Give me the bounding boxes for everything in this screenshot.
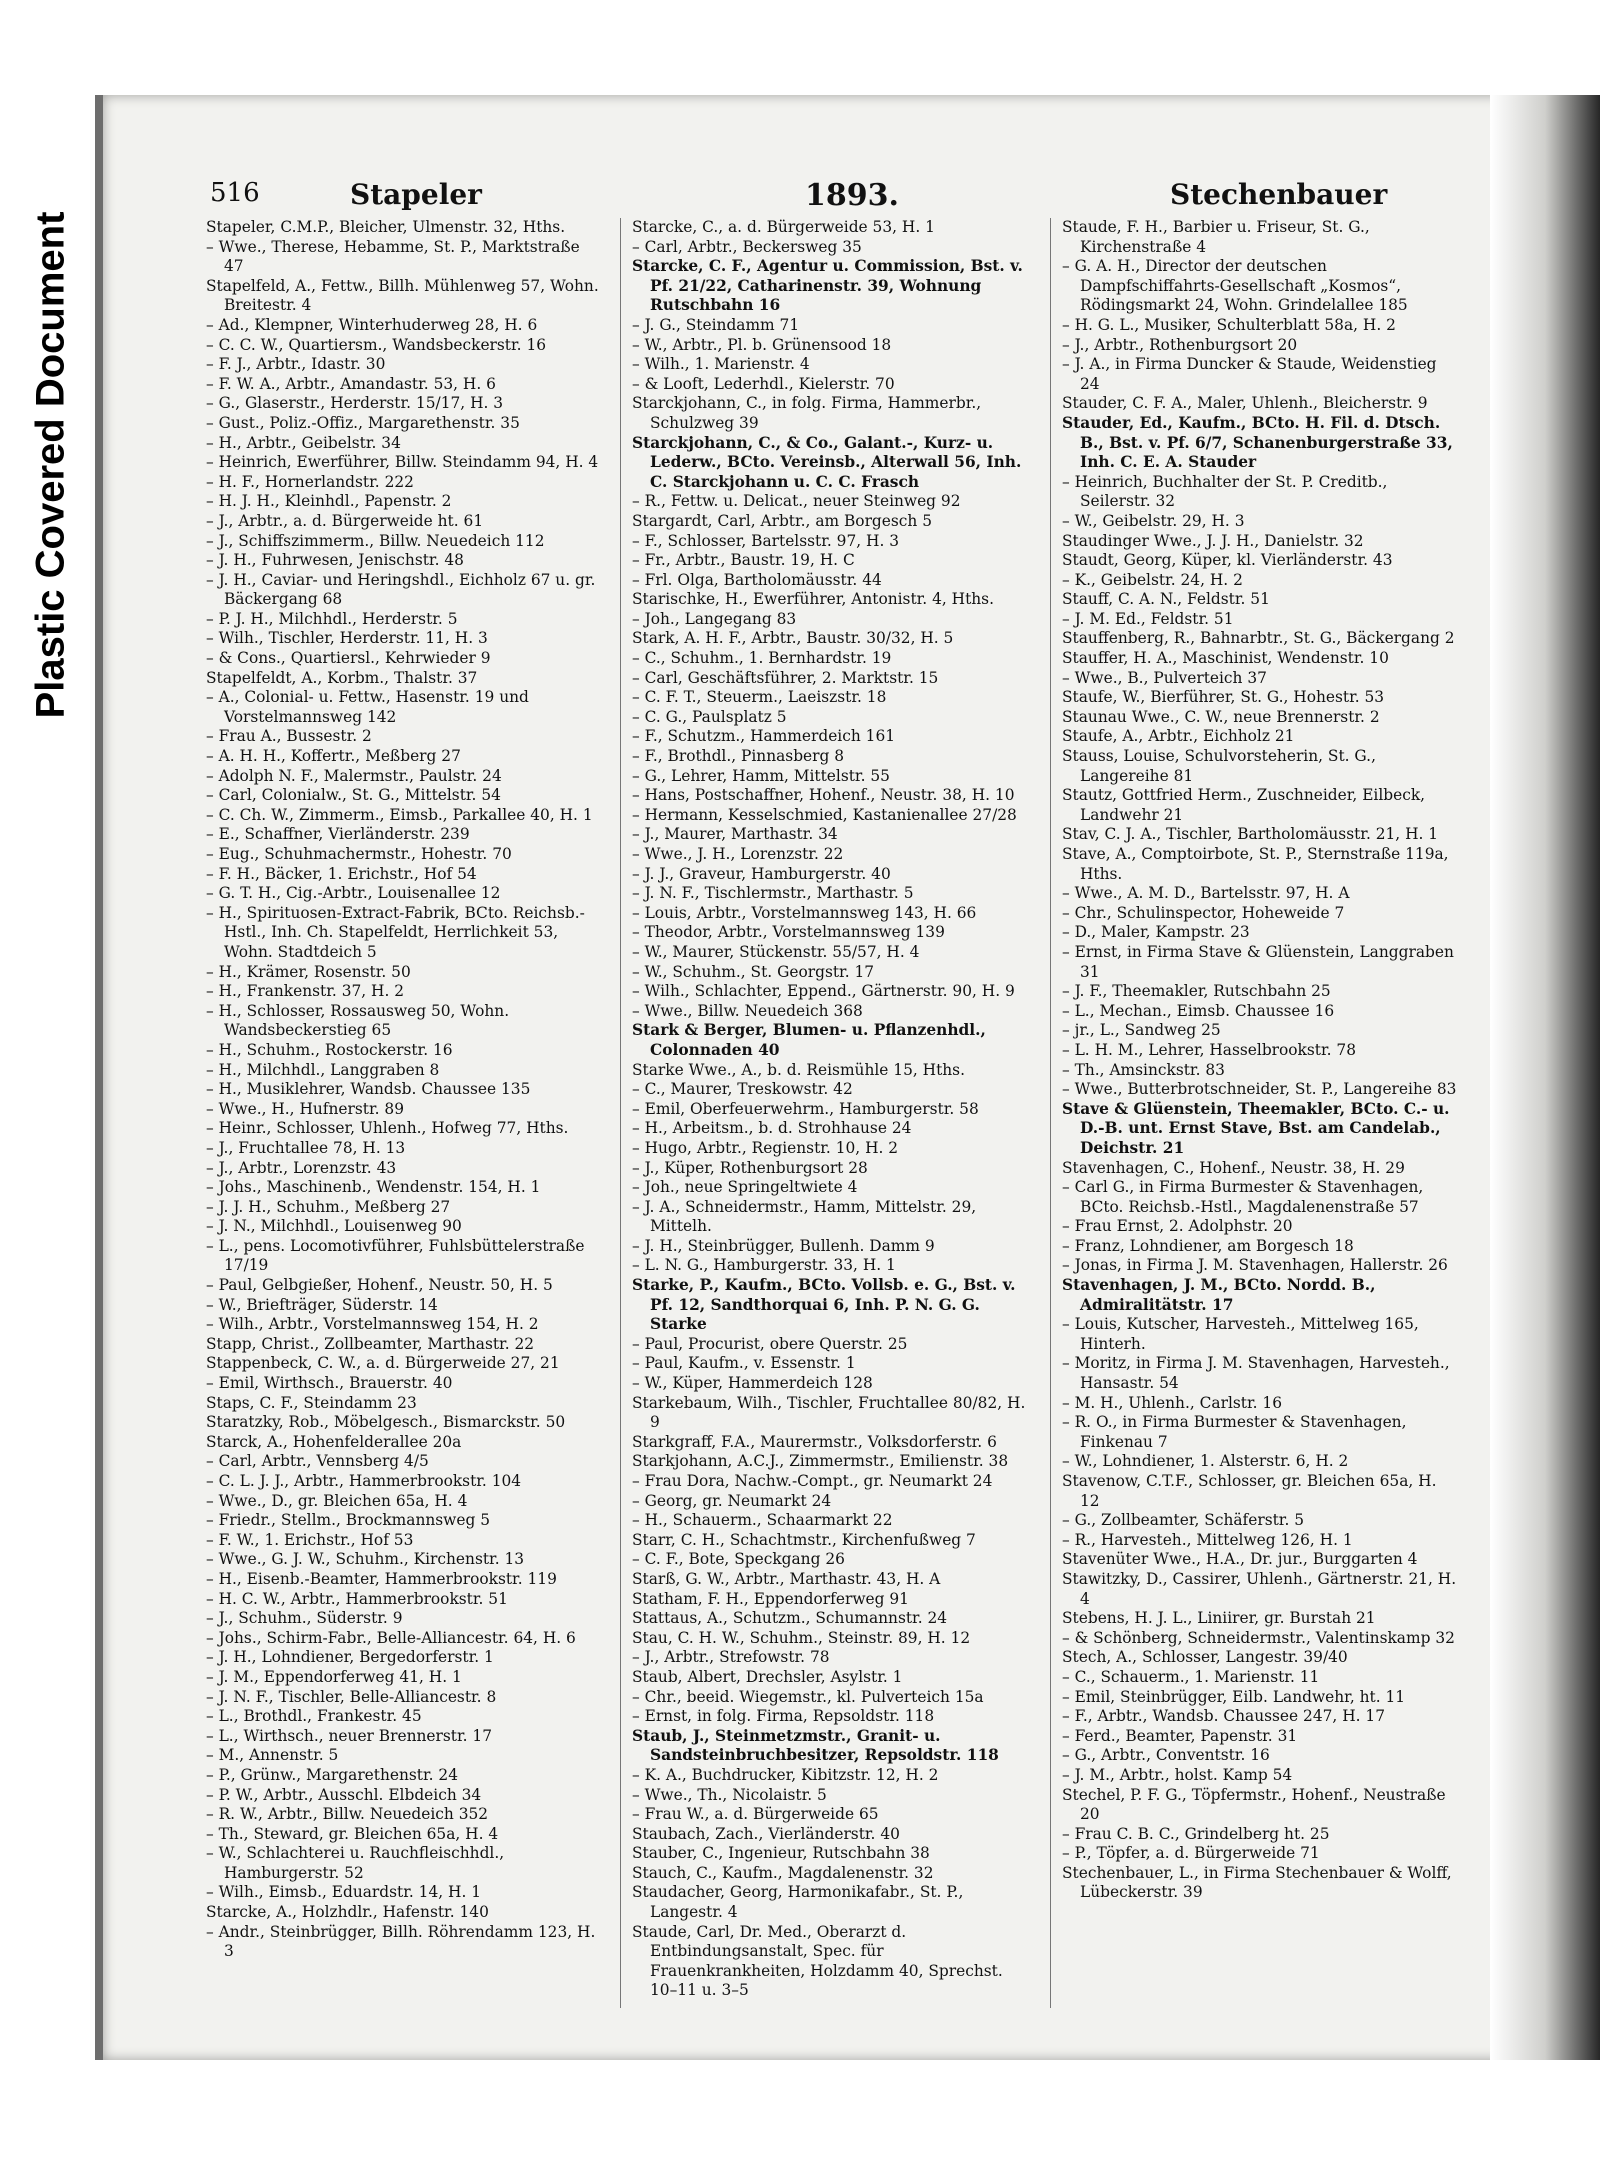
directory-entry: – P. J. H., Milchhdl., Herderstr. 5: [206, 609, 458, 628]
directory-entry: – F. W., 1. Erichstr., Hof 53: [206, 1530, 414, 1549]
directory-entry: – Carl G., in Firma Burmester & Stavenhagen, BCto. Reichsb.-Hstl., Magdalenenstraße 57: [1062, 1178, 1424, 1216]
directory-entry: – L., Mechan., Eimsb. Chaussee 16: [1062, 1001, 1335, 1020]
directory-entry: – Hans, Postschaffner, Hohenf., Neustr. 38, H. 10: [632, 786, 1015, 805]
directory-entry: – Carl, Colonialw., St. G., Mittelstr. 54: [206, 786, 501, 805]
directory-column-2: [632, 218, 1034, 2018]
directory-entry: Stav, C. J. A., Tischler, Bartholomäusstr. 21, H. 1: [1062, 825, 1439, 844]
directory-entry: – R., Fettw. u. Delicat., neuer Steinweg 92: [632, 492, 961, 511]
directory-entry: Stavenow, C.T.F., Schlosser, gr. Bleichen 65a, H. 12: [1062, 1472, 1437, 1510]
directory-entry: Stapeler, C.M.P., Bleicher, Ulmenstr. 32, Hths.: [206, 218, 566, 236]
directory-entry: – Paul, Procurist, obere Querstr. 25: [632, 1334, 908, 1353]
directory-entry: Starckjohann, C., in folg. Firma, Hammerbr., Schulzweg 39: [632, 394, 982, 432]
directory-entry: – H., Schlosser, Rossausweg 50, Wohn. Wandsbeckerstieg 65: [206, 1001, 510, 1040]
directory-entry: – J., Schuhm., Süderstr. 9: [206, 1609, 403, 1628]
directory-entry: – Louis, Kutscher, Harvesteh., Mittelweg 165, Hinterh.: [1062, 1315, 1419, 1353]
directory-entry: – Emil, Wirthsch., Brauerstr. 40: [206, 1374, 453, 1393]
directory-entry: – C., Schuhm., 1. Bernhardstr. 19: [632, 649, 892, 668]
directory-entry: Stavenhagen, C., Hohenf., Neustr. 38, H. 29: [1062, 1158, 1405, 1177]
directory-entry: – Th., Steward, gr. Bleichen 65a, H. 4: [206, 1824, 499, 1843]
directory-entry: – Jonas, in Firma J. M. Stavenhagen, Hallerstr. 26: [1062, 1256, 1448, 1275]
directory-entry: – L., Wirthsch., neuer Brennerstr. 17: [206, 1726, 492, 1745]
directory-entry: Stauch, C., Kaufm., Magdalenenstr. 32: [632, 1863, 934, 1882]
directory-entry: – Heinrich, Ewerführer, Billw. Steindamm 94, H. 4: [206, 453, 599, 472]
directory-entry: – J., Arbtr., Lorenzstr. 43: [206, 1158, 397, 1177]
directory-entry: – H., Milchhdl., Langgraben 8: [206, 1060, 440, 1079]
directory-entry: Stechel, P. F. G., Töpfermstr., Hohenf., Neustraße 20: [1062, 1785, 1446, 1824]
directory-entry: – Wwe., A. M. D., Bartelsstr. 97, H. A: [1062, 884, 1350, 903]
column-divider: [1050, 218, 1051, 2008]
directory-entry: – W., Schuhm., St. Georgstr. 17: [632, 962, 875, 981]
directory-entry: Staubach, Zach., Vierländerstr. 40: [632, 1824, 900, 1843]
directory-entry: – Wilh., 1. Marienstr. 4: [632, 355, 810, 374]
directory-entry: Stawitzky, D., Cassirer, Uhlenh., Gärtnerstr. 21, H. 4: [1062, 1569, 1457, 1608]
directory-entry: – J. A., Schneidermstr., Hamm, Mittelstr. 29, Mittelh.: [632, 1197, 977, 1236]
directory-entry: – jr., L., Sandweg 25: [1062, 1021, 1221, 1040]
directory-entry: – Wwe., Therese, Hebamme, St. P., Marktstraße 47: [206, 237, 580, 276]
directory-entry: – Fr., Arbtr., Baustr. 19, H. C: [632, 551, 855, 570]
directory-entry: – F. W. A., Arbtr., Amandastr. 53, H. 6: [206, 374, 496, 393]
directory-entry: Staudt, Georg, Küper, kl. Vierländerstr. 43: [1062, 551, 1393, 570]
directory-entry: – Wwe., D., gr. Bleichen 65a, H. 4: [206, 1491, 468, 1510]
directory-entry: – & Looft, Lederhdl., Kielerstr. 70: [632, 374, 895, 393]
directory-entry: – P., Töpfer, a. d. Bürgerweide 71: [1062, 1844, 1320, 1863]
directory-entry: – H. C. W., Arbtr., Hammerbrookstr. 51: [206, 1589, 508, 1608]
directory-entry: Starke Wwe., A., b. d. Reismühle 15, Hths.: [632, 1060, 965, 1079]
directory-entry: Stark & Berger, Blumen- u. Pflanzenhdl., Colonnaden 40: [632, 1021, 986, 1059]
directory-entry: – J., Arbtr., Strefowstr. 78: [632, 1648, 830, 1667]
directory-entry: – Carl, Geschäftsführer, 2. Marktstr. 15: [632, 668, 939, 687]
directory-entry: – H., Arbeitsm., b. d. Strohhause 24: [632, 1119, 912, 1138]
directory-entry: – J., Fruchtallee 78, H. 13: [206, 1138, 406, 1157]
directory-entry: – C. C. W., Quartiersm., Wandsbeckerstr. 16: [206, 335, 547, 354]
directory-entry: Stavenhagen, J. M., BCto. Nordd. B., Admiralitätstr. 17: [1062, 1276, 1376, 1314]
directory-entry: – C., Maurer, Treskowstr. 42: [632, 1080, 853, 1099]
directory-entry: Stauber, C., Ingenieur, Rutschbahn 38: [632, 1844, 930, 1863]
directory-entry: Stauff, C. A. N., Feldstr. 51: [1062, 590, 1270, 609]
directory-entry: – Th., Amsinckstr. 83: [1062, 1060, 1225, 1079]
directory-entry: Starcke, C., a. d. Bürgerweide 53, H. 1: [632, 218, 935, 236]
directory-entry: Stapelfeldt, A., Korbm., Thalstr. 37: [206, 668, 478, 687]
directory-entry: Stark, A. H. F., Arbtr., Baustr. 30/32, H. 5: [632, 629, 954, 648]
directory-entry: Staufe, A., Arbtr., Eichholz 21: [1062, 727, 1295, 746]
directory-entry: – Ernst, in folg. Firma, Repsoldstr. 118: [632, 1707, 935, 1726]
directory-entry: – Ferd., Beamter, Papenstr. 31: [1062, 1726, 1298, 1745]
directory-entry: – J. M., Eppendorferweg 41, H. 1: [206, 1667, 462, 1686]
header-left-word: Stapeler: [350, 178, 482, 211]
directory-entry: – Paul, Gelbgießer, Hohenf., Neustr. 50, H. 5: [206, 1276, 553, 1295]
directory-entry: – Joh., neue Springeltwiete 4: [632, 1178, 858, 1197]
directory-column-3: [1062, 218, 1458, 2018]
directory-entry: – J. M. Ed., Feldstr. 51: [1062, 609, 1234, 628]
directory-entry: – F., Arbtr., Wandsb. Chaussee 247, H. 17: [1062, 1707, 1385, 1726]
page-number: 516: [210, 178, 260, 208]
directory-entry: – Chr., beeid. Wiegemstr., kl. Pulverteich 15a: [632, 1687, 984, 1706]
directory-entry: Stapp, Christ., Zollbeamter, Marthastr. 22: [206, 1334, 535, 1353]
directory-entry: Stautz, Gottfried Herm., Zuschneider, Eilbeck, Landwehr 21: [1062, 786, 1426, 824]
directory-entry: Stargardt, Carl, Arbtr., am Borgesch 5: [632, 511, 933, 530]
directory-entry: – F., Brothdl., Pinnasberg 8: [632, 747, 845, 766]
directory-entry: – Carl, Arbtr., Beckersweg 35: [632, 237, 862, 256]
directory-entry: – C. G., Paulsplatz 5: [632, 707, 787, 726]
directory-entry: – Wwe., Billw. Neuedeich 368: [632, 1001, 863, 1020]
directory-entry: – Chr., Schulinspector, Hoheweide 7: [1062, 903, 1345, 922]
directory-entry: – Wilh., Arbtr., Vorstelmannsweg 154, H. 2: [206, 1315, 539, 1334]
side-label-text: Plastic Covered Document: [28, 211, 73, 719]
directory-entry: Starke, P., Kaufm., BCto. Vollsb. e. G., Bst. v. Pf. 12, Sandthorquai 6, Inh. P. N. G. G. Starke: [632, 1276, 1016, 1334]
directory-entry: Starckjohann, C., & Co., Galant.-, Kurz- u. Lederw., BCto. Vereinsb., Alterwall 56, Inh. C. Starckjohann u. C. C. Frasch: [632, 433, 1022, 491]
directory-entry: – & Schönberg, Schneidermstr., Valentinskamp 32: [1062, 1628, 1455, 1647]
directory-entry: – Hermann, Kesselschmied, Kastanienallee 27/28: [632, 805, 1017, 824]
directory-entry: – Ad., Klempner, Winterhuderweg 28, H. 6: [206, 315, 538, 334]
directory-entry: – C. Ch. W., Zimmerm., Eimsb., Parkallee 40, H. 1: [206, 805, 593, 824]
directory-entry: – Paul, Kaufm., v. Essenstr. 1: [632, 1354, 856, 1373]
directory-entry: – J., Schiffszimmerm., Billw. Neuedeich 112: [206, 531, 545, 550]
directory-entry: Stau, C. H. W., Schuhm., Steinstr. 89, H. 12: [632, 1628, 971, 1647]
directory-entry: – J. H., Steinbrügger, Bullenh. Damm 9: [632, 1236, 935, 1255]
directory-entry: Stauss, Louise, Schulvorsteherin, St. G., Langereihe 81: [1062, 747, 1376, 785]
directory-entry: Stech, A., Schlosser, Langestr. 39/40: [1062, 1648, 1348, 1667]
directory-entry: – Moritz, in Firma J. M. Stavenhagen, Harvesteh., Hansastr. 54: [1062, 1354, 1450, 1393]
directory-entry: – J. M., Arbtr., holst. Kamp 54: [1062, 1765, 1293, 1784]
directory-entry: – J. H., Fuhrwesen, Jenischstr. 48: [206, 551, 464, 570]
directory-entry: – J. N. F., Tischlermstr., Marthastr. 5: [632, 884, 914, 903]
directory-entry: – K., Geibelstr. 24, H. 2: [1062, 570, 1243, 589]
directory-entry: – L. H. M., Lehrer, Hasselbrookstr. 78: [1062, 1040, 1356, 1059]
directory-entry: Starischke, H., Ewerführer, Antonistr. 4, Hths.: [632, 590, 994, 609]
directory-entry: – D., Maler, Kampstr. 23: [1062, 923, 1250, 942]
directory-entry: – W., Küper, Hammerdeich 128: [632, 1374, 873, 1393]
directory-entry: – Adolph N. F., Malermstr., Paulstr. 24: [206, 766, 502, 785]
directory-entry: – H. G. L., Musiker, Schulterblatt 58a, H. 2: [1062, 315, 1396, 334]
directory-entry: Staratzky, Rob., Möbelgesch., Bismarckstr. 50: [206, 1413, 566, 1432]
directory-entry: Staub, Albert, Drechsler, Asylstr. 1: [632, 1667, 903, 1686]
directory-entry: Stave, A., Comptoirbote, St. P., Sternstraße 119a, Hths.: [1062, 845, 1449, 883]
directory-entry: – G., Arbtr., Conventstr. 16: [1062, 1746, 1270, 1765]
directory-entry: – Wwe., J. H., Lorenzstr. 22: [632, 845, 844, 863]
directory-entry: – R. O., in Firma Burmester & Stavenhagen, Finkenau 7: [1062, 1413, 1407, 1451]
directory-entry: – H., Schauerm., Schaarmarkt 22: [632, 1511, 893, 1530]
directory-entry: – Frl. Olga, Bartholomäusstr. 44: [632, 570, 882, 589]
directory-entry: Stavenüter Wwe., H.A., Dr. jur., Burggarten 4: [1062, 1550, 1418, 1569]
directory-entry: Starck, A., Hohenfelderallee 20a: [206, 1432, 462, 1451]
directory-entry: Staufe, W., Bierführer, St. G., Hohestr. 53: [1062, 688, 1385, 707]
directory-entry: – H. J. H., Kleinhdl., Papenstr. 2: [206, 492, 452, 511]
directory-entry: – & Cons., Quartiersl., Kehrwieder 9: [206, 649, 491, 668]
directory-entry: – Eug., Schuhmachermstr., Hohestr. 70: [206, 845, 512, 863]
directory-entry: – Frau Ernst, 2. Adolphstr. 20: [1062, 1217, 1293, 1236]
directory-entry: Staudacher, Georg, Harmonikafabr., St. P., Langestr. 4: [632, 1883, 964, 1922]
directory-entry: – Carl, Arbtr., Vennsberg 4/5: [206, 1452, 429, 1471]
page-binding-shadow: [95, 95, 103, 2060]
directory-entry: – H., Spirituosen-Extract-Fabrik, BCto. Reichsb.-Hstl., Inh. Ch. Stapelfeldt, Herrlichkeit 53, Wohn. Stadtdeich 5: [206, 903, 585, 961]
directory-entry: – A. H. H., Koffertr., Meßberg 27: [206, 747, 461, 766]
directory-entry: – Hugo, Arbtr., Regienstr. 10, H. 2: [632, 1138, 899, 1157]
directory-entry: – G., Zollbeamter, Schäferstr. 5: [1062, 1511, 1305, 1530]
directory-entry: Starkgraff, F.A., Maurermstr., Volksdorferstr. 6: [632, 1432, 997, 1451]
directory-entry: – J. G., Steindamm 71: [632, 315, 800, 334]
side-label: [18, 40, 84, 890]
directory-entry: – Frau Dora, Nachw.-Compt., gr. Neumarkt 24: [632, 1472, 993, 1490]
directory-entry: – H., Krämer, Rosenstr. 50: [206, 962, 411, 981]
header-right-word: Stechenbauer: [1170, 178, 1388, 211]
directory-entry: – J. H., Caviar- und Heringshdl., Eichholz 67 u. gr. Bäckergang 68: [206, 570, 596, 609]
directory-entry: – Emil, Steinbrügger, Eilb. Landwehr, ht. 11: [1062, 1687, 1406, 1706]
directory-entry: – J., Küper, Rothenburgsort 28: [632, 1158, 868, 1177]
directory-entry: – H., Arbtr., Geibelstr. 34: [206, 433, 401, 452]
directory-entry: – J. N., Milchhdl., Louisenweg 90: [206, 1217, 462, 1236]
directory-entry: – Andr., Steinbrügger, Billh. Röhrendamm 123, H. 3: [206, 1922, 596, 1961]
directory-entry: – Wilh., Eimsb., Eduardstr. 14, H. 1: [206, 1883, 482, 1902]
directory-entry: Stauffer, H. A., Maschinist, Wendenstr. 10: [1062, 649, 1389, 668]
directory-entry: – Wilh., Schlachter, Eppend., Gärtnerstr. 90, H. 9: [632, 982, 1015, 1001]
directory-entry: – Heinr., Schlosser, Uhlenh., Hofweg 77, Hths.: [206, 1119, 569, 1138]
directory-entry: – Ernst, in Firma Stave & Glüenstein, Langgraben 31: [1062, 942, 1454, 981]
directory-entry: – A., Colonial- u. Fettw., Hasenstr. 19 und Vorstelmannsweg 142: [206, 688, 529, 726]
directory-entry: – C., Schauerm., 1. Marienstr. 11: [1062, 1667, 1320, 1686]
directory-entry: Statham, F. H., Eppendorferweg 91: [632, 1589, 909, 1608]
directory-entry: – J. H., Lohndiener, Bergedorferstr. 1: [206, 1648, 494, 1667]
directory-entry: – R. W., Arbtr., Billw. Neuedeich 352: [206, 1805, 489, 1824]
directory-entry: – Wwe., Th., Nicolaistr. 5: [632, 1785, 827, 1804]
directory-entry: – Heinrich, Buchhalter der St. P. Creditb., Seilerstr. 32: [1062, 472, 1388, 511]
page-header: [210, 178, 1410, 218]
directory-entry: – Wwe., Butterbrotschneider, St. P., Langereihe 83: [1062, 1080, 1457, 1099]
directory-entry: Staps, C. F., Steindamm 23: [206, 1393, 417, 1412]
directory-entry: – Wilh., Tischler, Herderstr. 11, H. 3: [206, 629, 488, 648]
directory-column-1: [206, 218, 604, 2018]
directory-entry: – W., Lohndiener, 1. Alsterstr. 6, H. 2: [1062, 1452, 1349, 1471]
directory-entry: – F. J., Arbtr., Idastr. 30: [206, 355, 386, 374]
directory-entry: – Emil, Oberfeuerwehrm., Hamburgerstr. 58: [632, 1099, 979, 1118]
directory-entry: – Gust., Poliz.-Offiz., Margarethenstr. 35: [206, 413, 520, 432]
directory-entry: – H., Schuhm., Rostockerstr. 16: [206, 1040, 453, 1059]
directory-entry: Staude, F. H., Barbier u. Friseur, St. G., Kirchenstraße 4: [1062, 218, 1370, 256]
directory-entry: – Johs., Schirm-Fabr., Belle-Alliancestr. 64, H. 6: [206, 1628, 576, 1647]
directory-entry: – Frau C. B. C., Grindelberg ht. 25: [1062, 1824, 1330, 1843]
directory-entry: – J. A., in Firma Duncker & Staude, Weidenstieg 24: [1062, 355, 1437, 393]
directory-entry: – Frau W., a. d. Bürgerweide 65: [632, 1805, 879, 1824]
directory-entry: – H., Musiklehrer, Wandsb. Chaussee 135: [206, 1080, 531, 1099]
directory-entry: – Johs., Maschinenb., Wendenstr. 154, H. 1: [206, 1178, 541, 1197]
directory-entry: Stechenbauer, L., in Firma Stechenbauer & Wolff, Lübeckerstr. 39: [1062, 1863, 1452, 1902]
directory-entry: Starß, G. W., Arbtr., Marthastr. 43, H. A: [632, 1569, 941, 1588]
directory-entry: Staude, Carl, Dr. Med., Oberarzt d. Entbindungsanstalt, Spec. für Frauenkrankheiten, Holzdamm 40, Sprechst. 10–11 u. 3–5: [632, 1922, 1003, 2000]
directory-entry: Stebens, H. J. L., Liniirer, gr. Burstah 21: [1062, 1609, 1376, 1628]
directory-entry: Stauder, Ed., Kaufm., BCto. H. Fil. d. Dtsch. B., Bst. v. Pf. 6/7, Schanenburgerstraße 33, Inh. C. E. A. Stauder: [1062, 413, 1453, 472]
directory-entry: – J., Arbtr., a. d. Bürgerweide ht. 61: [206, 511, 484, 530]
directory-entry: – Theodor, Arbtr., Vorstelmannsweg 139: [632, 923, 945, 942]
directory-entry: – L., Brothdl., Frankestr. 45: [206, 1707, 422, 1726]
directory-entry: Starkebaum, Wilh., Tischler, Fruchtallee 80/82, H. 9: [632, 1393, 1026, 1432]
directory-entry: – J., Arbtr., Rothenburgsort 20: [1062, 335, 1298, 354]
directory-entry: – H. F., Hornerlandstr. 222: [206, 472, 414, 491]
directory-entry: – W., Briefträger, Süderstr. 14: [206, 1295, 438, 1314]
directory-entry: – W., Maurer, Stückenstr. 55/57, H. 4: [632, 942, 920, 961]
directory-entry: – J. J. H., Schuhm., Meßberg 27: [206, 1197, 451, 1216]
directory-entry: Staub, J., Steinmetzmstr., Granit- u. Sandsteinbruchbesitzer, Repsoldstr. 118: [632, 1726, 999, 1765]
directory-entry: – R., Harvesteh., Mittelweg 126, H. 1: [1062, 1530, 1353, 1549]
directory-entry: – W., Geibelstr. 29, H. 3: [1062, 511, 1245, 530]
directory-entry: – G. A. H., Director der deutschen Dampfschiffahrts-Gesellschaft „Kosmos“, Rödingsmarkt 24, Wohn. Grindelallee 185: [1062, 257, 1408, 315]
directory-entry: Starcke, A., Holzhdlr., Hafenstr. 140: [206, 1903, 489, 1922]
directory-entry: – M., Annenstr. 5: [206, 1746, 339, 1765]
directory-entry: – L., pens. Locomotivführer, Fuhlsbüttelerstraße 17/19: [206, 1236, 585, 1275]
directory-entry: Starcke, C. F., Agentur u. Commission, Bst. v. Pf. 21/22, Catharinenstr. 39, Wohnung Rutschbahn 16: [632, 257, 1023, 315]
directory-entry: Starr, C. H., Schachtmstr., Kirchenfußweg 7: [632, 1530, 976, 1549]
directory-entry: Staunau Wwe., C. W., neue Brennerstr. 2: [1062, 707, 1380, 726]
directory-entry: – W., Arbtr., Pl. b. Grünensood 18: [632, 335, 892, 354]
directory-entry: Stauffenberg, R., Bahnarbtr., St. G., Bäckergang 2: [1062, 629, 1455, 648]
directory-entry: – P., Grünw., Margarethenstr. 24: [206, 1765, 459, 1784]
header-year: 1893.: [805, 178, 899, 213]
directory-entry: – G., Lehrer, Hamm, Mittelstr. 55: [632, 766, 890, 785]
directory-entry: – Franz, Lohndiener, am Borgesch 18: [1062, 1236, 1354, 1255]
directory-entry: – F., Schlosser, Bartelsstr. 97, H. 3: [632, 531, 900, 550]
directory-entry: – H., Eisenb.-Beamter, Hammerbrookstr. 119: [206, 1569, 557, 1588]
directory-entry: – F. H., Bäcker, 1. Erichstr., Hof 54: [206, 864, 477, 883]
directory-entry: – W., Schlachterei u. Rauchfleischhdl., Hamburgerstr. 52: [206, 1844, 505, 1882]
directory-entry: Stattaus, A., Schutzm., Schumannstr. 24: [632, 1609, 948, 1628]
directory-entry: Stapelfeld, A., Fettw., Billh. Mühlenweg 57, Wohn. Breitestr. 4: [206, 276, 599, 315]
directory-entry: – K. A., Buchdrucker, Kibitzstr. 12, H. 2: [632, 1765, 939, 1784]
directory-entry: – C. F. T., Steuerm., Laeiszstr. 18: [632, 688, 887, 707]
directory-entry: – Frau A., Bussestr. 2: [206, 727, 372, 746]
directory-entry: – E., Schaffner, Vierländerstr. 239: [206, 825, 470, 844]
directory-entry: – J. N. F., Tischler, Belle-Alliancestr. 8: [206, 1687, 497, 1706]
directory-entry: Stappenbeck, C. W., a. d. Bürgerweide 27, 21: [206, 1354, 560, 1373]
page-edge-shadow: [1490, 95, 1600, 2060]
directory-entry: – C. L. J. J., Arbtr., Hammerbrookstr. 104: [206, 1472, 522, 1490]
directory-entry: – F., Schutzm., Hammerdeich 161: [632, 727, 896, 746]
directory-entry: – C. F., Bote, Speckgang 26: [632, 1550, 845, 1569]
directory-entry: – Wwe., B., Pulverteich 37: [1062, 668, 1267, 687]
directory-entry: – H., Frankenstr. 37, H. 2: [206, 982, 405, 1001]
directory-entry: – Louis, Arbtr., Vorstelmannsweg 143, H. 66: [632, 903, 977, 922]
directory-entry: Starkjohann, A.C.J., Zimmermstr., Emilienstr. 38: [632, 1452, 1009, 1471]
directory-entry: – G., Glaserstr., Herderstr. 15/17, H. 3: [206, 394, 504, 413]
directory-entry: Staudinger Wwe., J. J. H., Danielstr. 32: [1062, 531, 1364, 550]
directory-entry: Stave & Glüenstein, Theemakler, BCto. C.- u. D.-B. unt. Ernst Stave, Bst. am Candelab., Deichstr. 21: [1062, 1099, 1450, 1157]
directory-entry: – Joh., Langegang 83: [632, 609, 797, 628]
directory-entry: – Wwe., H., Hufnerstr. 89: [206, 1099, 404, 1118]
directory-entry: – Wwe., G. J. W., Schuhm., Kirchenstr. 13: [206, 1550, 525, 1569]
directory-entry: Stauder, C. F. A., Maler, Uhlenh., Bleicherstr. 9: [1062, 394, 1428, 413]
directory-entry: – L. N. G., Hamburgerstr. 33, H. 1: [632, 1256, 896, 1275]
directory-entry: – P. W., Arbtr., Ausschl. Elbdeich 34: [206, 1785, 482, 1804]
directory-entry: – J. F., Theemakler, Rutschbahn 25: [1062, 982, 1331, 1001]
directory-entry: – J., Maurer, Marthastr. 34: [632, 825, 838, 844]
directory-entry: – J. J., Graveur, Hamburgerstr. 40: [632, 864, 891, 883]
directory-entry: – Georg, gr. Neumarkt 24: [632, 1491, 832, 1510]
column-divider: [620, 218, 621, 2008]
directory-entry: – Friedr., Stellm., Brockmannsweg 5: [206, 1511, 490, 1530]
directory-entry: – G. T. H., Cig.-Arbtr., Louisenallee 12: [206, 884, 501, 903]
directory-entry: – M. H., Uhlenh., Carlstr. 16: [1062, 1393, 1282, 1412]
